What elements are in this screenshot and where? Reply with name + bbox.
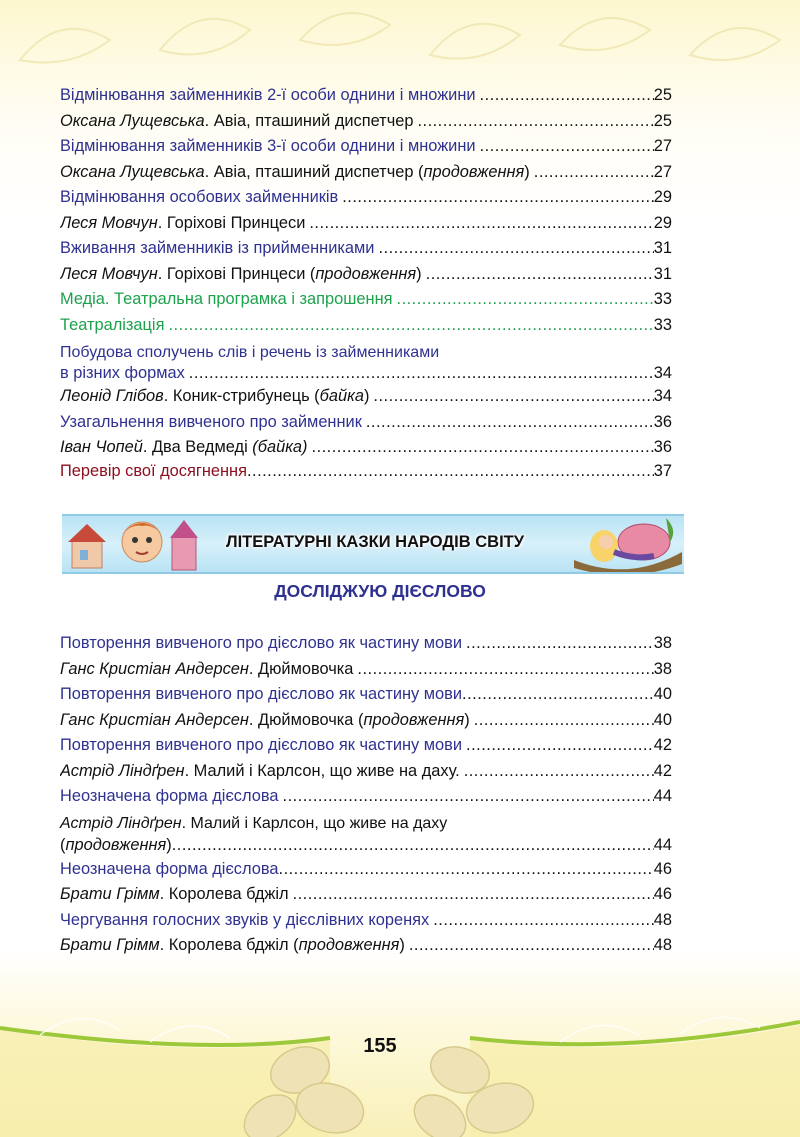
toc-entry-title: Неозначена форма дієслова [60,859,279,878]
toc-entry-title: Узагальнення вивченого про займенник [60,412,362,431]
toc-entry-note: продовження [363,710,465,729]
toc-entry-title: . Малий і Карлсон, що живе на даху. [184,761,460,780]
toc-entry-title: Перевір свої досягнення [60,461,247,480]
toc-entry[interactable] [60,759,672,785]
leader-dots [462,733,654,759]
chapter-banner [62,512,684,572]
leader-dots [353,657,653,683]
toc-entry-title-line1: Побудова сполучень слів і речень із займенниками [60,344,440,361]
toc-entry[interactable] [60,160,672,186]
toc-entry-page: 38 [653,634,672,652]
toc-entry-page: 38 [653,659,672,678]
leader-dots [405,933,654,959]
toc-entry-page: 25 [653,86,672,104]
page-number: 155 [363,1035,397,1057]
toc-entry-author: Іван Чопей [60,438,143,456]
toc-entry-close: ) [416,264,422,283]
leader-dots [369,384,653,410]
toc-entry[interactable] [60,933,672,959]
toc-entry-title: . Королева бджіл [159,885,289,903]
leader-dots [164,313,653,339]
boy-illustration [62,512,202,572]
toc-entry-close: ) [166,835,172,854]
leader-dots [289,882,654,908]
toc-entry[interactable] [60,682,672,708]
leader-dots [462,682,654,708]
toc-entry-page: 37 [653,461,672,480]
leader-dots [247,461,654,481]
toc-entry-author: Оксана Лущевська [60,111,205,130]
toc-entry-author: Астрід Ліндґрен [60,814,182,832]
toc-entry-author: Ганс Кристіан Андерсен [60,710,249,729]
toc-entry-page: 44 [653,835,672,854]
toc-part1 [60,83,672,481]
bottom-leaf-decoration [0,990,800,1137]
toc-entry[interactable] [60,236,672,262]
leader-dots [338,185,654,211]
leader-dots [476,134,654,160]
toc-entry-author: Леся Мовчун [60,264,158,283]
leader-dots [279,857,654,883]
toc-entry[interactable] [60,287,672,313]
toc-entry-note: байка [319,387,364,405]
toc-entry-title: . Авіа, пташиний диспетчер [204,111,414,130]
toc-entry-author: Леонід Глібов [60,387,164,405]
toc-entry-page: 33 [653,315,672,334]
toc-entry[interactable] [60,813,672,857]
toc-part2 [60,631,672,959]
toc-entry-page: 36 [653,412,672,431]
toc-entry[interactable] [60,262,672,288]
toc-entry-close: ) [464,710,470,729]
toc-entry-author: Брати Грімм [60,936,160,954]
toc-entry[interactable] [60,882,672,908]
leader-dots [422,262,654,288]
toc-entry[interactable] [60,83,672,109]
toc-entry-note: продовження [298,936,400,954]
toc-entry-note: (байка) [252,438,308,456]
leader-dots [476,83,654,109]
toc-entry[interactable] [60,708,672,734]
toc-entry-page: 25 [653,111,672,130]
toc-entry-title: Повторення вивченого про дієслово як частину мови [60,736,463,754]
toc-entry-title: . Королева бджіл ( [159,936,299,954]
leader-dots [279,784,654,810]
toc-entry[interactable] [60,908,672,934]
toc-entry[interactable] [60,185,672,211]
leader-dots [185,363,654,384]
leader-dots [530,160,654,186]
leader-dots [172,834,654,857]
toc-entry[interactable] [60,410,672,436]
toc-entry-author: Леся Мовчун [60,213,158,232]
toc-entry-title: . Дюймовочка ( [248,710,364,729]
toc-entry-author: Ганс Кристіан Андерсен [60,659,249,678]
toc-entry-page: 42 [653,761,672,780]
leader-dots [413,109,653,135]
toc-entry[interactable] [60,461,672,481]
toc-entry-title: Повторення вивченого про дієслово як частину мови [60,634,463,652]
toc-entry-close: ) [524,162,530,181]
toc-entry[interactable] [60,342,672,384]
toc-entry-page: 48 [653,936,672,954]
toc-entry-author: Астрід Ліндґрен [60,761,185,780]
toc-entry-author: Брати Грімм [60,885,160,903]
toc-entry-title: . Коник-стрибунець ( [163,387,320,405]
toc-entry-note: продовження [423,162,525,181]
toc-entry-page: 44 [653,787,672,805]
toc-entry-title: . Два Ведмеді [142,438,253,456]
toc-entry-note: продовження [65,835,167,854]
leader-dots [308,435,654,461]
toc-entry[interactable] [60,435,672,461]
leader-dots [362,410,654,436]
toc-entry-title: Повторення вивченого про дієслово як частину мови [60,685,463,703]
toc-entry-page: 34 [653,364,672,382]
leader-dots [429,908,654,934]
toc-entry[interactable] [60,134,672,160]
section-title: ДОСЛІДЖУЮ ДІЄСЛОВО [274,581,486,601]
toc-entry-page: 34 [653,387,672,405]
toc-entry-page: 46 [653,885,672,903]
toc-entry-title: Відмінювання займенників 3-ї особи однини і множини [60,137,476,155]
toc-entry[interactable] [60,784,672,810]
toc-entry-title: Вживання займенників із прийменниками [60,239,375,257]
toc-entry-page: 33 [653,290,672,308]
toc-entry-page: 31 [653,264,672,283]
toc-entry-page: 29 [653,213,672,232]
toc-entry-title: . Горіхові Принцеси ( [157,264,316,283]
toc-entry-page: 29 [653,188,672,206]
top-leaf-decoration [0,0,800,80]
toc-entry[interactable] [60,313,672,339]
toc-entry-page: 27 [653,162,672,181]
toc-entry-page: 40 [653,685,672,703]
toc-entry[interactable] [60,733,672,759]
leader-dots [374,236,653,262]
toc-entry-title: Відмінювання особових займенників [60,188,339,206]
toc-entry-author: Оксана Лущевська [60,162,205,181]
leader-dots [393,287,654,313]
toc-entry-title: Неозначена форма дієслова [60,787,279,805]
leader-dots [460,759,654,785]
toc-entry-page: 36 [653,438,672,456]
toc-entry-open: ( [60,835,66,854]
thumbelina-illustration [574,512,684,572]
toc-entry-page: 46 [653,859,672,878]
toc-entry[interactable] [60,657,672,683]
toc-entry-title: Відмінювання займенників 2-ї особи однини і множини [60,86,476,104]
banner-title: ЛІТЕРАТУРНІ КАЗКИ НАРОДІВ СВІТУ [226,532,524,551]
toc-entry-title: Медіа. Театральна програмка і запрошення [60,290,393,308]
toc-entry[interactable] [60,631,672,657]
toc-entry-page: 40 [653,710,672,729]
toc-entry[interactable] [60,211,672,237]
toc-entry-title: Театралізація [60,315,165,334]
toc-entry-title: . Авіа, пташиний диспетчер ( [204,162,424,181]
toc-entry-title: . Горіхові Принцеси [157,213,306,232]
leader-dots [305,211,653,237]
toc-entry-page: 42 [653,736,672,754]
leader-dots [470,708,654,734]
toc-entry-close: ) [363,387,370,405]
toc-entry-page: 31 [653,239,672,257]
toc-entry-note: продовження [315,264,417,283]
toc-entry-title-line1: . Малий і Карлсон, що живе на даху [181,814,448,832]
toc-entry-page: 48 [653,910,672,929]
toc-entry-title: . Дюймовочка [248,659,354,678]
toc-entry[interactable] [60,384,672,410]
toc-entry[interactable] [60,857,672,883]
toc-entry-page: 27 [653,137,672,155]
toc-entry-close: ) [399,936,405,954]
toc-entry-title-line2: в різних формах [60,364,185,382]
toc-entry[interactable] [60,109,672,135]
leader-dots [462,631,654,657]
toc-entry-title: Чергування голосних звуків у дієслівних коренях [60,910,430,929]
